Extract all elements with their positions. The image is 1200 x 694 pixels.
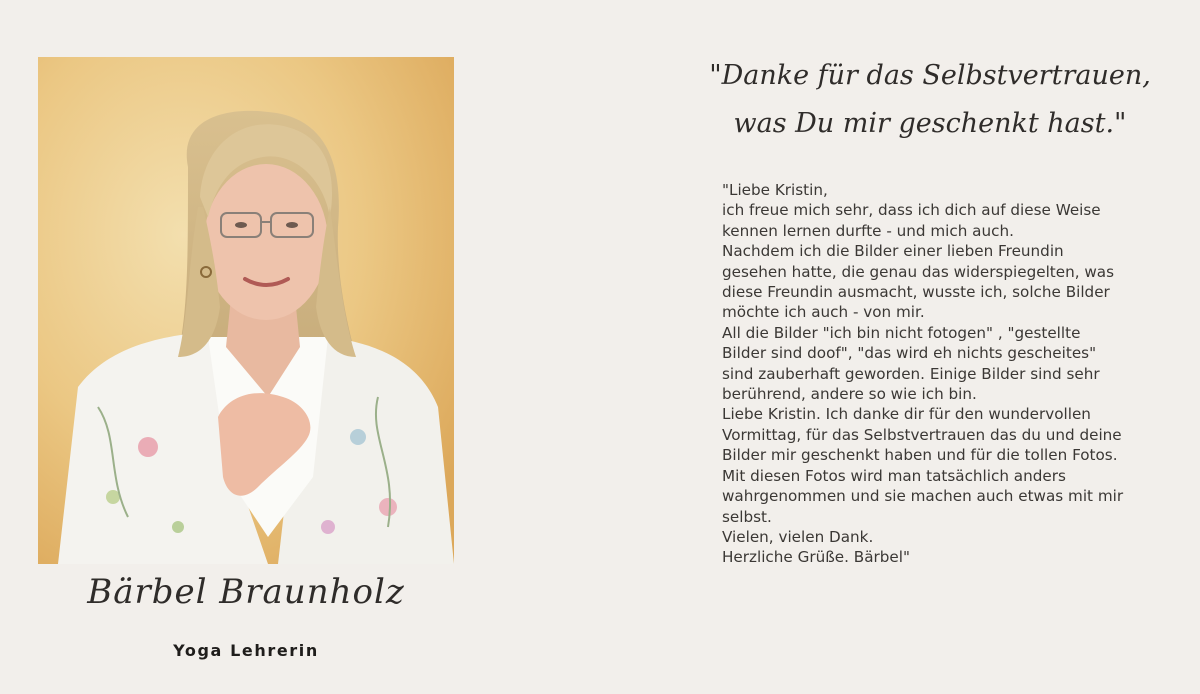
letter-line: Liebe Kristin. Ich danke dir für den wundervollen [722, 405, 1091, 424]
letter-line: ich freue mich sehr, dass ich dich auf diese Weise [722, 201, 1101, 220]
letter-line: Bilder mir geschenkt haben und für die tollen Fotos. [722, 446, 1118, 465]
letter-line: berührend, andere so wie ich bin. [722, 385, 977, 404]
quote-line-2: was Du mir geschenkt hast." [733, 108, 1127, 139]
letter-line: sind zauberhaft geworden. Einige Bilder sind sehr [722, 364, 1100, 383]
letter-line: All die Bilder "ich bin nicht fotogen" , "gestellte [722, 323, 1081, 342]
letter-line: wahrgenommen und sie machen auch etwas mit mir [722, 487, 1124, 506]
letter-line: diese Freundin ausmacht, wusste ich, solche Bilder [722, 283, 1110, 302]
role-label: Yoga Lehrerin [173, 641, 319, 660]
portrait-illustration [38, 57, 454, 564]
letter-line: selbst. [722, 507, 772, 526]
letter-line: gesehen hatte, die genau das widerspiegelten, was [722, 262, 1115, 281]
letter-line: kennen lernen durfte - und mich auch. [722, 221, 1014, 240]
testimonial-quote [700, 52, 1160, 148]
letter-line: Bilder sind doof", "das wird eh nichts gescheites" [722, 344, 1097, 363]
letter-line: "Liebe Kristin, [722, 181, 828, 199]
letter-line: Vielen, vielen Dank. [722, 527, 874, 546]
letter-line: Vormittag, für das Selbstvertrauen das du und deine [722, 425, 1122, 444]
testimonial-letter [722, 180, 1162, 568]
quote-line-1: "Danke für das Selbstvertrauen, [709, 60, 1151, 91]
signature-name: Bärbel Braunholz [87, 572, 405, 612]
letter-line: Mit diesen Fotos wird man tatsächlich anders [722, 466, 1066, 485]
letter-line: Nachdem ich die Bilder einer lieben Freundin [722, 242, 1064, 261]
portrait-photo [38, 57, 454, 564]
letter-line: möchte ich auch - von mir. [722, 303, 925, 322]
letter-line: Herzliche Grüße. Bärbel" [722, 548, 910, 567]
